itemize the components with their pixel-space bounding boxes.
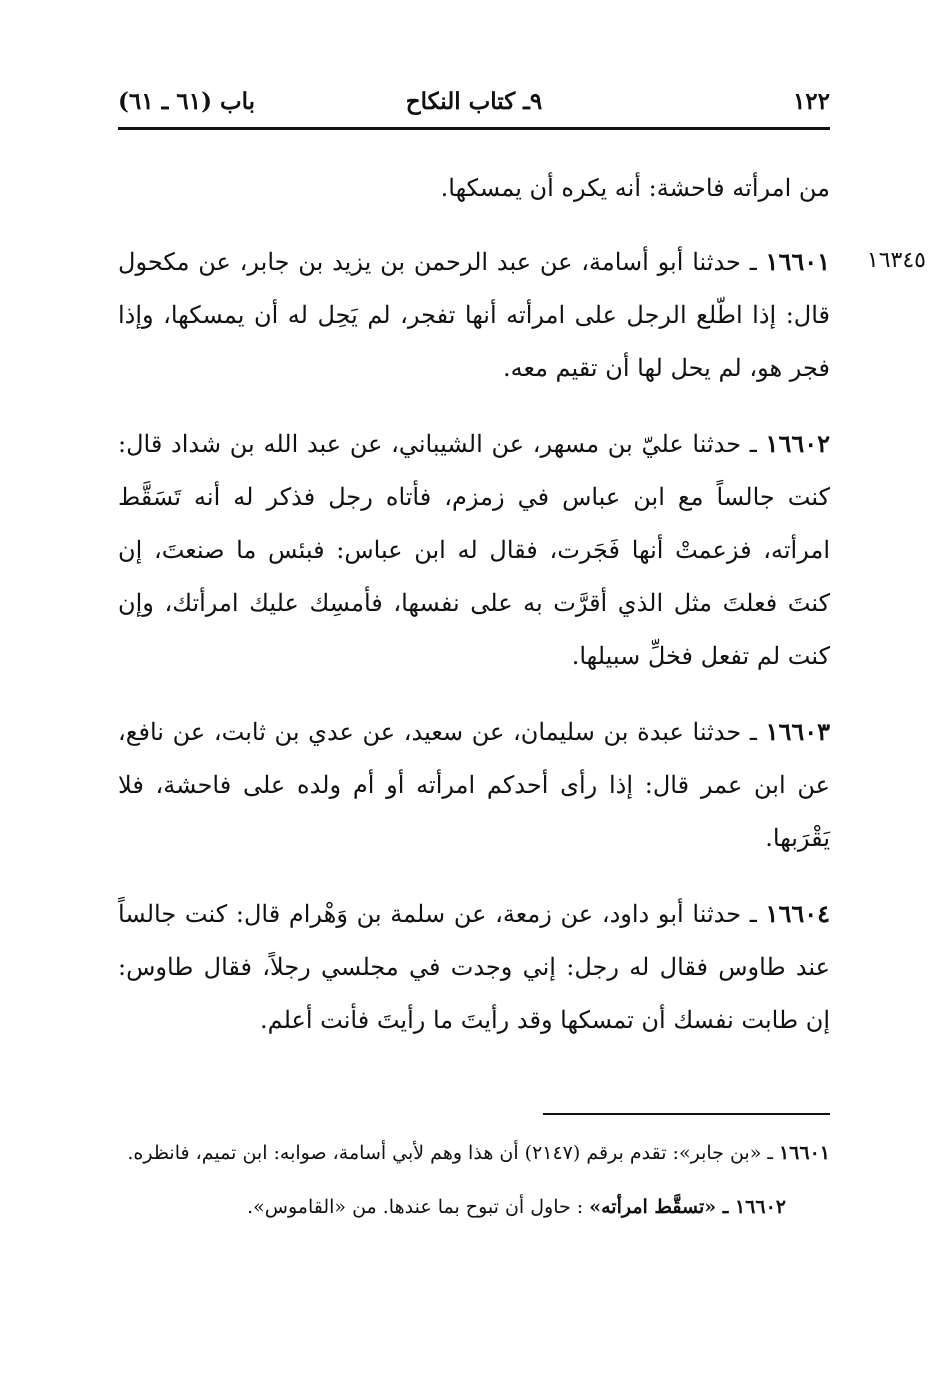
margin-reference-number: ١٦٣٤٥ bbox=[866, 248, 926, 273]
hadith-number: ١٦٦٠٢ bbox=[765, 429, 830, 458]
hadith-text: ـ حدثنا أبو أسامة، عن عبد الرحمن بن يزيد بن جابر، عن مكحول قال: إذا اطّلع الرجل على امرأته أنها تفجر، لم يَحِل له أن يمسكها، وإذا فجر هو، لم يحل لها أن تقيم معه. bbox=[118, 248, 831, 382]
page-number: ١٢٢ bbox=[792, 88, 830, 115]
hadith-number: ١٦٦٠٤ bbox=[765, 899, 830, 928]
hadith-paragraph bbox=[118, 705, 830, 865]
page-header bbox=[118, 86, 830, 126]
footnote-text: : حاول أن تبوح بما عندها. من «القاموس». bbox=[247, 1196, 590, 1218]
footnote bbox=[118, 1132, 830, 1174]
hadith-text: ـ حدثنا عبدة بن سليمان، عن سعيد، عن عدي بن ثابت، عن نافع، عن ابن عمر قال: إذا رأى أحدكم امرأته أو أم ولده على فاحشة، فلا يَقْرَبها. bbox=[118, 718, 830, 852]
header-divider bbox=[118, 127, 830, 130]
hadith-number: ١٦٦٠٣ bbox=[765, 717, 831, 746]
footnote-text: : تقدم برقم (٢١٤٧) أن هذا وهم لأبي أسامة، صوابه: ابن تميم، فانظره. bbox=[127, 1142, 679, 1164]
hadith-paragraph bbox=[118, 417, 830, 683]
footnote bbox=[118, 1186, 830, 1228]
hadith-paragraph bbox=[118, 235, 830, 395]
hadith-text: ـ حدثنا عليّ بن مسهر، عن الشيباني، عن عبد الله بن شداد قال: كنت جالساً مع ابن عباس في زمزم، فأتاه رجل فذكر له أنه تَسَقَّط امرأته، فزعمتْ أنها فَجَرت، فقال له ابن عباس: فبئس ما صنعتَ، إن كنتَ فعلتَ مثل الذي أقرَّت به على نفسها، فأمسِك عليك امرأتك، وإن كنت لم تفعل فخلِّ سبيلها. bbox=[118, 430, 830, 670]
chapter-label: باب (٦١ ـ ٦١) bbox=[118, 88, 256, 115]
hadith-number: ١٦٦٠١ bbox=[765, 247, 830, 276]
footnote-term: ـ «تسقَّط امرأته» bbox=[589, 1196, 735, 1218]
footnote-divider bbox=[543, 1113, 830, 1115]
book-title: ٩ـ كتاب النكاح bbox=[405, 88, 543, 115]
footnote-term: ـ «بن جابر» bbox=[678, 1142, 779, 1164]
hadith-text: ـ حدثنا أبو داود، عن زمعة، عن سلمة بن وَهْرام قال: كنت جالساً عند طاوس فقال له رجل: إني وجدت في مجلسي رجلاً، فقال طاوس: إن طابت نفسك أن تمسكها وقد رأيتَ ما رأيتَ فأنت أعلم. bbox=[118, 900, 830, 1034]
footnote-number: ١٦٦٠٢ bbox=[734, 1196, 786, 1218]
hadith-paragraph bbox=[118, 887, 830, 1047]
continuation-paragraph: من امرأته فاحشة: أنه يكره أن يمسكها. bbox=[440, 174, 830, 202]
footnotes bbox=[118, 1132, 830, 1240]
footnote-number: ١٦٦٠١ bbox=[778, 1142, 830, 1164]
main-text bbox=[118, 162, 830, 1069]
